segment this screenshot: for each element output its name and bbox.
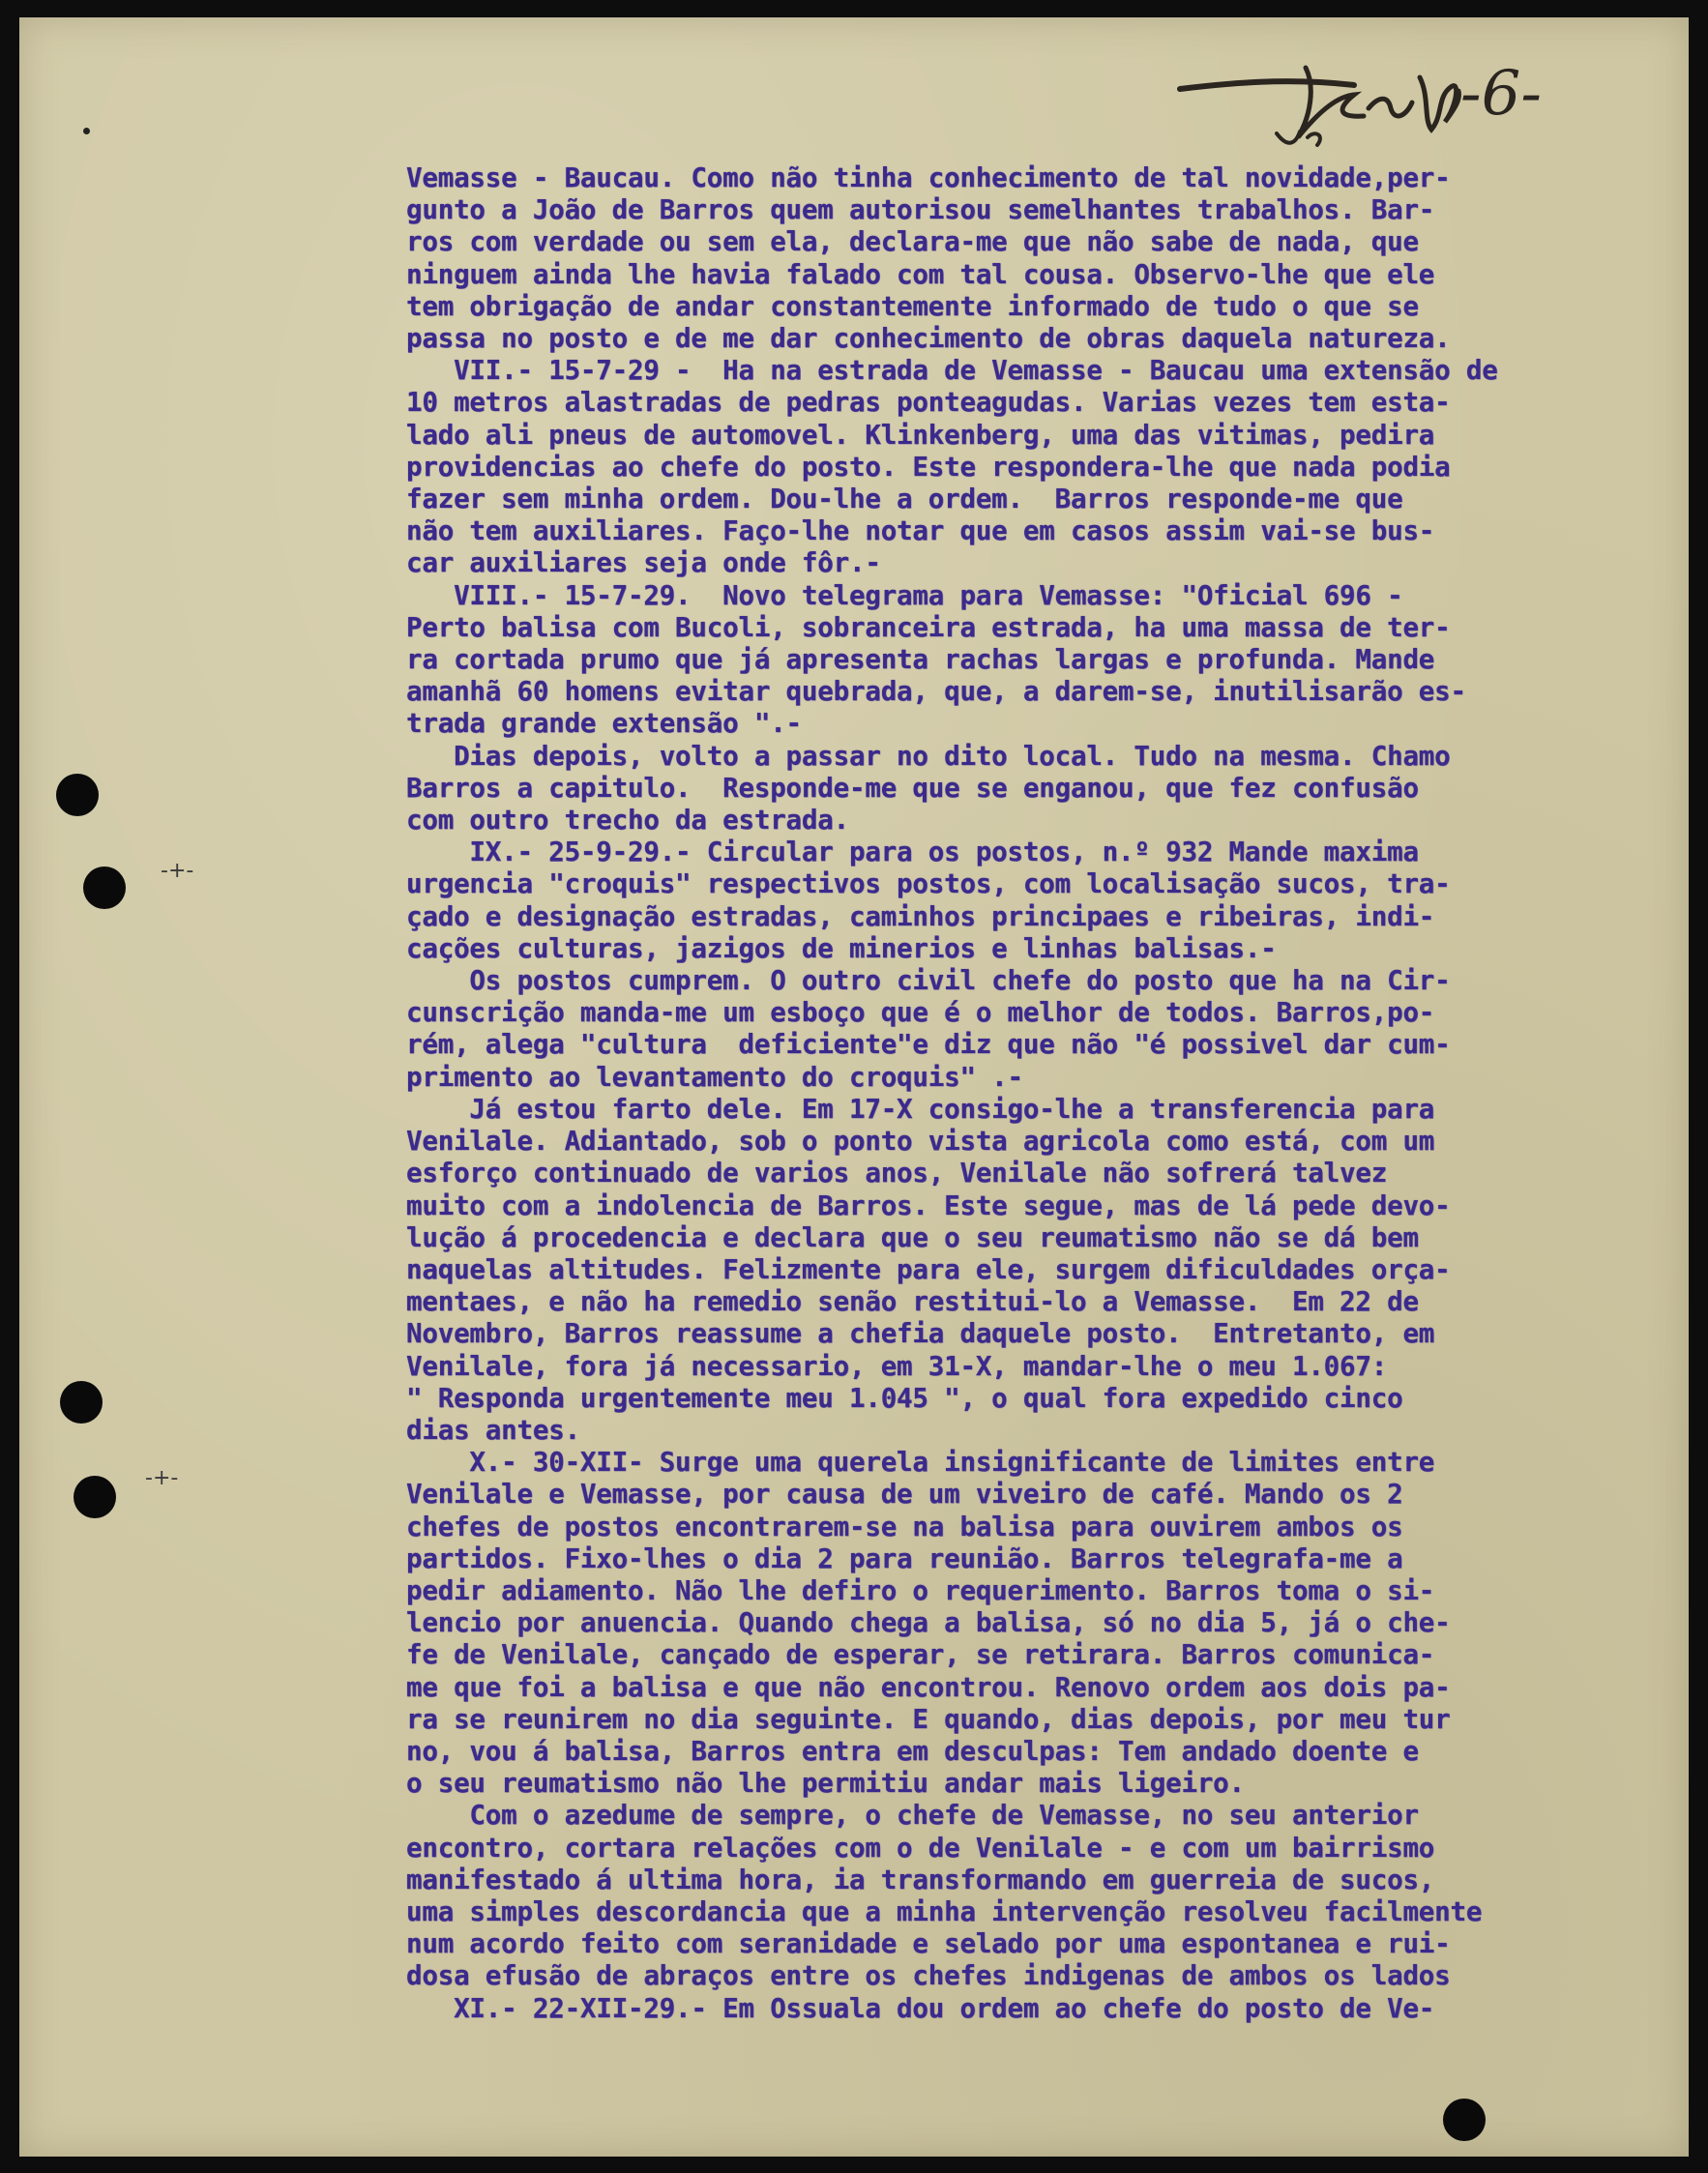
text-line: ninguem ainda lhe havia falado com tal cousa. Observo-lhe que ele <box>406 258 1435 290</box>
text-line: não tem auxiliares. Faço-lhe notar que em casos assim vai-se bus- <box>406 515 1435 547</box>
text-line: lencio por anuencia. Quando chega a balisa, só no dia 5, já o che- <box>406 1607 1451 1639</box>
text-line: primento ao levantamento do croquis" .- <box>406 1061 1023 1093</box>
text-line: cações culturas, jazigos de minerios e linhas balisas.- <box>406 932 1277 964</box>
page-number: -6- <box>1460 58 1542 130</box>
text-line: Perto balisa com Bucoli, sobranceira estrada, ha uma massa de ter- <box>406 611 1451 643</box>
punch-hole <box>1443 2099 1486 2141</box>
text-line: uma simples descordancia que a minha intervenção resolveu facilmente <box>406 1895 1483 1927</box>
signature-scribble <box>1170 48 1634 155</box>
typewritten-body <box>406 162 1693 2025</box>
text-line: chefes de postos encontrarem-se na balisa para ouvirem ambos os <box>406 1511 1403 1542</box>
text-line: Venilale e Vemasse, por causa de um viveiro de café. Mando os 2 <box>406 1479 1403 1511</box>
handwritten-annotation <box>1170 48 1634 155</box>
text-line: num acordo feito com seranidade e selado por uma espontanea e rui- <box>406 1928 1451 1960</box>
pencil-mark: -+- <box>145 1466 179 1490</box>
text-line: ra se reunirem no dia seguinte. E quando, dias depois, por meu tur <box>406 1703 1451 1735</box>
text-line: amanhã 60 homens evitar quebrada, que, a darem-se, inutilisarão es- <box>406 676 1466 708</box>
text-line: IX.- 25-9-29.- Circular para os postos, n.º 932 Mande maxima <box>406 837 1419 868</box>
text-line: providencias ao chefe do posto. Este respondera-lhe que nada podia <box>406 451 1451 483</box>
text-line: passa no posto e de me dar conhecimento de obras daquela natureza. <box>406 323 1451 355</box>
text-line: Barros a capitulo. Responde-me que se enganou, que fez confusão <box>406 772 1419 804</box>
text-line: Os postos cumprem. O outro civil chefe do posto que ha na Cir- <box>406 965 1451 997</box>
text-line: gunto a João de Barros quem autorisou semelhantes trabalhos. Bar- <box>406 194 1435 226</box>
text-line: o seu reumatismo não lhe permitiu andar mais ligeiro. <box>406 1768 1245 1800</box>
text-line: Com o azedume de sempre, o chefe de Vemasse, no seu anterior <box>406 1800 1419 1832</box>
text-line: lado ali pneus de automovel. Klinkenberg, uma das vitimas, pedira <box>406 419 1435 451</box>
text-line: rém, alega "cultura deficiente"e diz que não "é possivel dar cum- <box>406 1029 1451 1061</box>
text-line: lução á procedencia e declara que o seu reumatismo não se dá bem <box>406 1221 1419 1253</box>
text-line: encontro, cortara relações com o de Venilale - e com um bairrismo <box>406 1832 1435 1864</box>
punch-hole <box>56 774 99 816</box>
text-line: manifestado á ultima hora, ia transformando em guerreia de sucos, <box>406 1864 1435 1895</box>
text-line: me que foi a balisa e que não encontrou. Renovo ordem aos dois pa- <box>406 1671 1451 1703</box>
punch-hole <box>60 1381 103 1424</box>
text-line: VIII.- 15-7-29. Novo telegrama para Vemasse: "Oficial 696 - <box>406 579 1403 611</box>
text-line: esforço continuado de varios anos, Venilale não sofrerá talvez <box>406 1158 1388 1189</box>
text-line: 10 metros alastradas de pedras ponteagudas. Varias vezes tem esta- <box>406 387 1451 419</box>
text-line: Já estou farto dele. Em 17-X consigo-lhe a transferencia para <box>406 1093 1435 1125</box>
text-line: trada grande extensão ".- <box>406 708 802 740</box>
text-line: XI.- 22-XII-29.- Em Ossuala dou ordem ao chefe do posto de Ve- <box>406 1992 1435 2024</box>
pencil-mark: -+- <box>161 859 194 883</box>
text-line: no, vou á balisa, Barros entra em desculpas: Tem andado doente e <box>406 1735 1419 1767</box>
text-line: Venilale, fora já necessario, em 31-X, mandar-lhe o meu 1.067: <box>406 1350 1388 1382</box>
text-line: fe de Venilale, cançado de esperar, se retirara. Barros comunica- <box>406 1639 1435 1671</box>
text-line: Novembro, Barros reassume a chefia daquele posto. Entretanto, em <box>406 1318 1435 1350</box>
text-line: cunscrição manda-me um esboço que é o melhor de todos. Barros,po- <box>406 997 1435 1029</box>
text-line: VII.- 15-7-29 - Ha na estrada de Vemasse - Baucau uma extensão de <box>406 355 1498 387</box>
text-line: partidos. Fixo-lhes o dia 2 para reunião. Barros telegrafa-me a <box>406 1542 1403 1574</box>
text-line: com outro trecho da estrada. <box>406 805 849 837</box>
text-line: Vemasse - Baucau. Como não tinha conhecimento de tal novidade,per- <box>406 162 1451 193</box>
text-line: naquelas altitudes. Felizmente para ele, surgem dificuldades orça- <box>406 1253 1451 1285</box>
text-line: Venilale. Adiantado, sob o ponto vista agricola como está, com um <box>406 1126 1435 1158</box>
text-line: ra cortada prumo que já apresenta rachas largas e profunda. Mande <box>406 644 1435 676</box>
text-line: " Responda urgentemente meu 1.045 ", o qual fora expedido cinco <box>406 1382 1403 1414</box>
text-line: urgencia "croquis" respectivos postos, com localisação sucos, tra- <box>406 868 1451 900</box>
text-line: X.- 30-XII- Surge uma querela insignificante de limites entre <box>406 1447 1435 1479</box>
text-line: ros com verdade ou sem ela, declara-me que não sabe de nada, que <box>406 226 1419 258</box>
text-line: dias antes. <box>406 1414 580 1446</box>
text-line: tem obrigação de andar constantemente informado de tudo o que se <box>406 290 1419 322</box>
text-line: car auxiliares seja onde fôr.- <box>406 547 881 579</box>
text-line: muito com a indolencia de Barros. Este segue, mas de lá pede devo- <box>406 1189 1451 1221</box>
ink-speck <box>83 128 90 134</box>
text-line: Dias depois, volto a passar no dito local. Tudo na mesma. Chamo <box>406 740 1451 772</box>
text-line: pedir adiamento. Não lhe defiro o requerimento. Barros toma o si- <box>406 1574 1435 1606</box>
text-line: fazer sem minha ordem. Dou-lhe a ordem. Barros responde-me que <box>406 484 1403 515</box>
text-line: dosa efusão de abraços entre os chefes indigenas de ambos os lados <box>406 1960 1451 1992</box>
text-line: mentaes, e não ha remedio senão restitui-lo a Vemasse. Em 22 de <box>406 1286 1419 1318</box>
punch-hole <box>74 1476 116 1518</box>
text-line: çado e designação estradas, caminhos principaes e ribeiras, indi- <box>406 900 1435 932</box>
punch-hole <box>83 866 126 909</box>
